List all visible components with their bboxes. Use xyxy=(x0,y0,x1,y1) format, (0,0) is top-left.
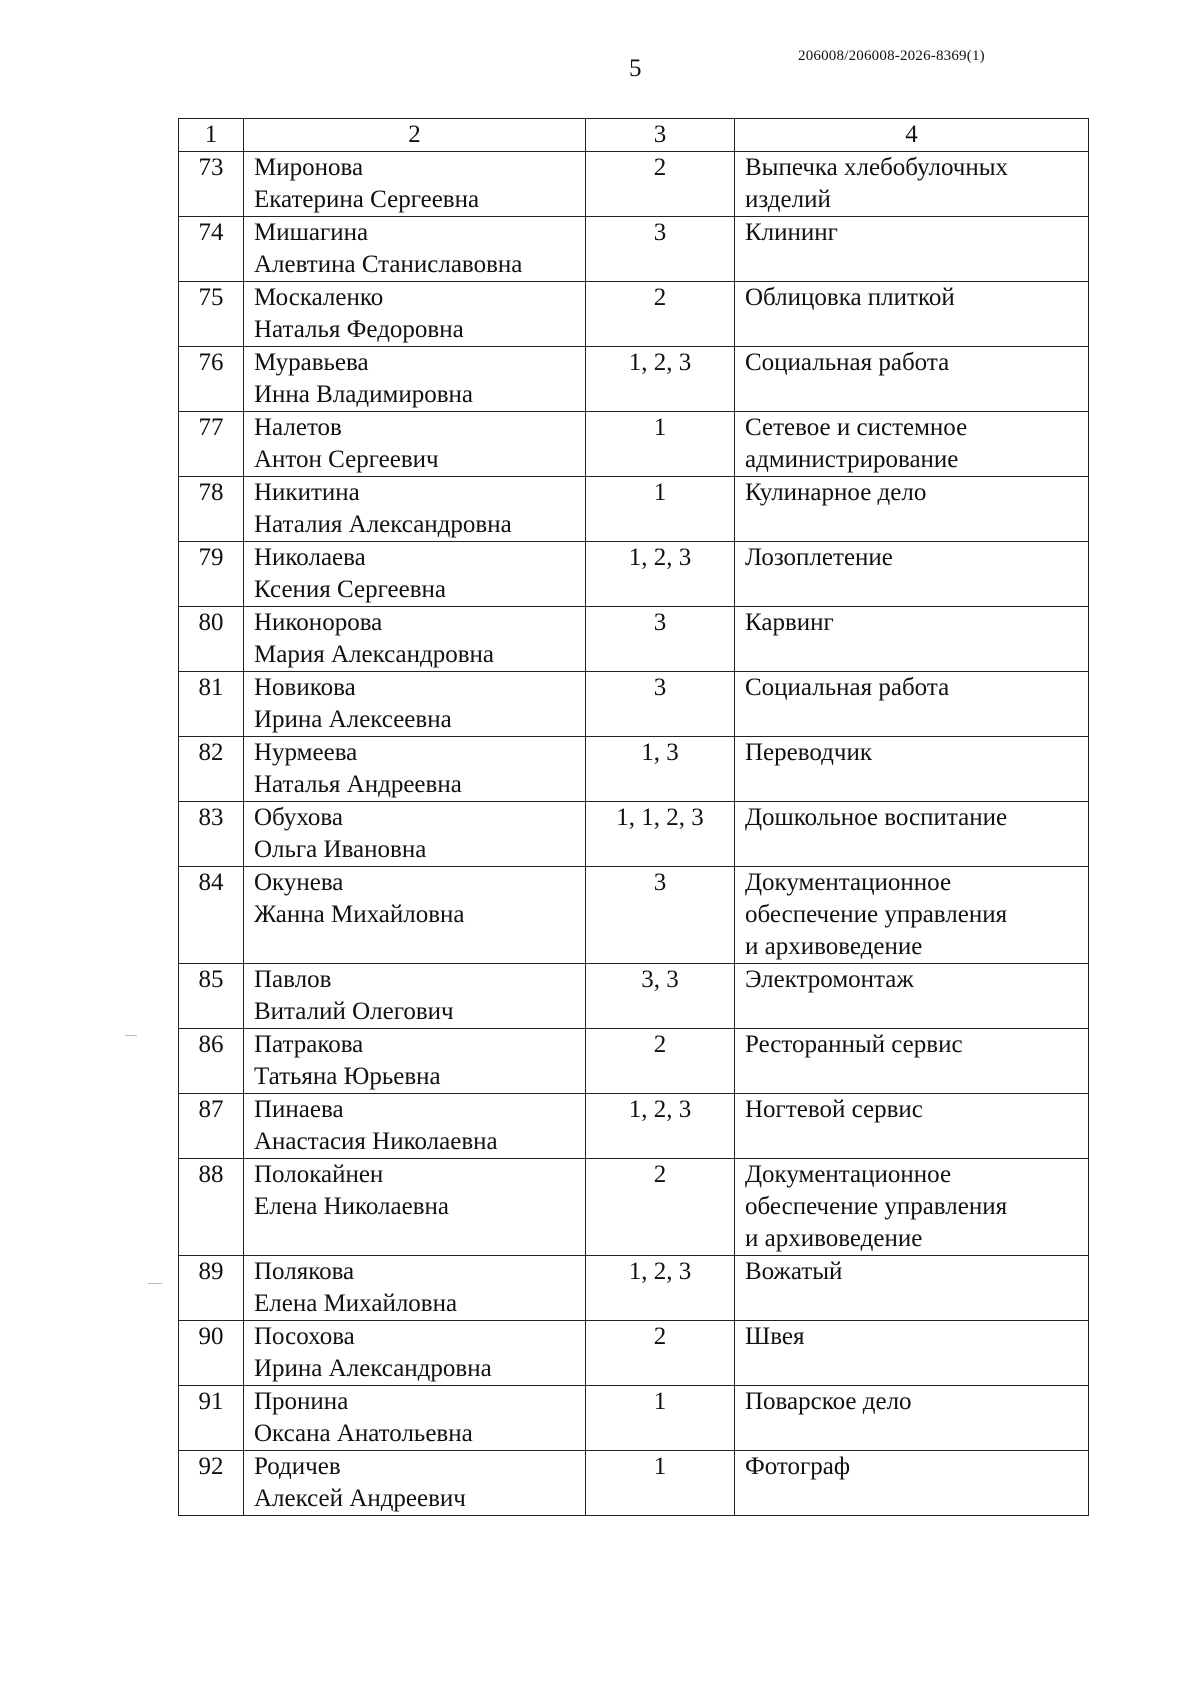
specialty-cell xyxy=(735,802,1089,867)
specialty-cell xyxy=(735,607,1089,672)
group-cell: 3 xyxy=(586,607,735,672)
full-name-line: Алевтина Станиславовна xyxy=(254,251,523,278)
group-cell: 1, 1, 2, 3 xyxy=(586,802,735,867)
specialty-line: Поварское дело xyxy=(745,1388,912,1415)
specialty-cell xyxy=(735,737,1089,802)
table-row xyxy=(179,347,1089,412)
row-number: 91 xyxy=(179,1386,244,1451)
group-cell: 1 xyxy=(586,412,735,477)
specialty-cell xyxy=(735,1451,1089,1516)
table-row xyxy=(179,607,1089,672)
group-cell: 1, 2, 3 xyxy=(586,1256,735,1321)
specialty-cell xyxy=(735,542,1089,607)
full-name-cell xyxy=(244,607,586,672)
full-name-cell xyxy=(244,542,586,607)
row-number: 75 xyxy=(179,282,244,347)
column-header: 4 xyxy=(735,119,1089,152)
specialty-cell xyxy=(735,477,1089,542)
specialty-line: Выпечка хлебобулочных xyxy=(745,154,1009,181)
full-name-line: Ольга Ивановна xyxy=(254,836,427,863)
full-name-line: Антон Сергеевич xyxy=(254,446,439,473)
full-name-cell xyxy=(244,282,586,347)
full-name-line: Екатерина Сергеевна xyxy=(254,186,480,213)
full-name-line: Муравьева xyxy=(254,349,369,376)
full-name-line: Миронова xyxy=(254,154,364,181)
table-row xyxy=(179,1256,1089,1321)
full-name-line: Павлов xyxy=(254,966,332,993)
specialty-cell xyxy=(735,1321,1089,1386)
specialty-line: администрирование xyxy=(745,446,959,473)
specialty-cell xyxy=(735,964,1089,1029)
full-name-cell xyxy=(244,152,586,217)
full-name-cell xyxy=(244,802,586,867)
page-number: 5 xyxy=(629,55,642,82)
table-row xyxy=(179,867,1089,964)
group-cell: 3 xyxy=(586,217,735,282)
group-cell: 1 xyxy=(586,1386,735,1451)
row-number: 92 xyxy=(179,1451,244,1516)
full-name-line: Мишагина xyxy=(254,219,369,246)
full-name-line: Инна Владимировна xyxy=(254,381,473,408)
full-name-line: Полокайнен xyxy=(254,1161,384,1188)
full-name-cell xyxy=(244,1256,586,1321)
table-row xyxy=(179,672,1089,737)
specialty-cell xyxy=(735,672,1089,737)
specialty-line: Клининг xyxy=(745,219,838,246)
row-number: 74 xyxy=(179,217,244,282)
table-row xyxy=(179,282,1089,347)
row-number: 80 xyxy=(179,607,244,672)
specialty-line: Вожатый xyxy=(745,1258,843,1285)
specialty-line: обеспечение управления xyxy=(745,1193,1008,1220)
row-number: 76 xyxy=(179,347,244,412)
row-number: 73 xyxy=(179,152,244,217)
full-name-line: Ксения Сергеевна xyxy=(254,576,447,603)
row-number: 81 xyxy=(179,672,244,737)
full-name-line: Никонорова xyxy=(254,609,383,636)
row-number: 84 xyxy=(179,867,244,964)
full-name-cell xyxy=(244,347,586,412)
table-row xyxy=(179,1321,1089,1386)
specialty-cell xyxy=(735,217,1089,282)
group-cell: 2 xyxy=(586,282,735,347)
specialty-line: Карвинг xyxy=(745,609,834,636)
table-row xyxy=(179,217,1089,282)
specialty-cell xyxy=(735,1029,1089,1094)
table-row xyxy=(179,542,1089,607)
row-number: 89 xyxy=(179,1256,244,1321)
full-name-line: Новикова xyxy=(254,674,356,701)
row-number: 79 xyxy=(179,542,244,607)
table-row xyxy=(179,1159,1089,1256)
specialty-line: Лозоплетение xyxy=(745,544,893,571)
full-name-cell xyxy=(244,412,586,477)
full-name-line: Наталия Александровна xyxy=(254,511,512,538)
full-name-line: Елена Николаевна xyxy=(254,1193,449,1220)
specialty-line: Дошкольное воспитание xyxy=(745,804,1008,831)
full-name-line: Наталья Федоровна xyxy=(254,316,464,343)
full-name-line: Виталий Олегович xyxy=(254,998,454,1025)
specialty-line: Электромонтаж xyxy=(745,966,914,993)
group-cell: 1, 2, 3 xyxy=(586,1094,735,1159)
group-cell: 2 xyxy=(586,152,735,217)
table-row xyxy=(179,412,1089,477)
column-header: 3 xyxy=(586,119,735,152)
specialty-cell xyxy=(735,1386,1089,1451)
specialty-line: Социальная работа xyxy=(745,674,950,701)
scan-mark xyxy=(125,1035,137,1036)
table-row xyxy=(179,737,1089,802)
specialty-line: Сетевое и системное xyxy=(745,414,968,441)
group-cell: 3, 3 xyxy=(586,964,735,1029)
specialty-cell xyxy=(735,347,1089,412)
full-name-line: Окунева xyxy=(254,869,344,896)
row-number: 90 xyxy=(179,1321,244,1386)
full-name-line: Обухова xyxy=(254,804,343,831)
specialty-line: Социальная работа xyxy=(745,349,950,376)
row-number: 82 xyxy=(179,737,244,802)
full-name-line: Никитина xyxy=(254,479,360,506)
full-name-cell xyxy=(244,1321,586,1386)
full-name-line: Жанна Михайловна xyxy=(254,901,465,928)
full-name-cell xyxy=(244,477,586,542)
scan-mark xyxy=(148,1283,162,1284)
group-cell: 3 xyxy=(586,672,735,737)
specialty-line: Кулинарное дело xyxy=(745,479,927,506)
table-row xyxy=(179,802,1089,867)
full-name-line: Татьяна Юрьевна xyxy=(254,1063,441,1090)
row-number: 86 xyxy=(179,1029,244,1094)
group-cell: 3 xyxy=(586,867,735,964)
full-name-cell xyxy=(244,1094,586,1159)
full-name-line: Ирина Александровна xyxy=(254,1355,492,1382)
table-header-row xyxy=(179,119,1089,152)
table-row xyxy=(179,1386,1089,1451)
full-name-cell xyxy=(244,217,586,282)
full-name-line: Оксана Анатольевна xyxy=(254,1420,473,1447)
specialty-line: Ресторанный сервис xyxy=(745,1031,963,1058)
participants-table xyxy=(178,118,1089,1516)
row-number: 87 xyxy=(179,1094,244,1159)
column-header: 1 xyxy=(179,119,244,152)
document-id: 206008/206008-2026-8369(1) xyxy=(798,48,985,64)
full-name-line: Москаленко xyxy=(254,284,384,311)
full-name-cell xyxy=(244,1159,586,1256)
table-row xyxy=(179,964,1089,1029)
specialty-line: Ногтевой сервис xyxy=(745,1096,923,1123)
full-name-line: Пинаева xyxy=(254,1096,344,1123)
specialty-line: Швея xyxy=(745,1323,805,1350)
full-name-line: Пронина xyxy=(254,1388,349,1415)
group-cell: 1 xyxy=(586,477,735,542)
group-cell: 2 xyxy=(586,1029,735,1094)
specialty-line: Документационное xyxy=(745,869,952,896)
specialty-line: Переводчик xyxy=(745,739,872,766)
table-row xyxy=(179,152,1089,217)
full-name-line: Мария Александровна xyxy=(254,641,494,668)
specialty-cell xyxy=(735,152,1089,217)
row-number: 85 xyxy=(179,964,244,1029)
full-name-line: Нурмеева xyxy=(254,739,358,766)
specialty-cell xyxy=(735,1159,1089,1256)
row-number: 77 xyxy=(179,412,244,477)
table-row xyxy=(179,1451,1089,1516)
specialty-line: обеспечение управления xyxy=(745,901,1008,928)
full-name-line: Николаева xyxy=(254,544,366,571)
full-name-cell xyxy=(244,672,586,737)
full-name-line: Анастасия Николаевна xyxy=(254,1128,498,1155)
specialty-line: изделий xyxy=(745,186,831,213)
full-name-line: Патракова xyxy=(254,1031,364,1058)
full-name-line: Наталья Андреевна xyxy=(254,771,462,798)
full-name-line: Родичев xyxy=(254,1453,341,1480)
full-name-line: Посохова xyxy=(254,1323,355,1350)
specialty-line: и архивоведение xyxy=(745,933,923,960)
specialty-cell xyxy=(735,1256,1089,1321)
group-cell: 1, 2, 3 xyxy=(586,347,735,412)
row-number: 83 xyxy=(179,802,244,867)
group-cell: 2 xyxy=(586,1159,735,1256)
specialty-cell xyxy=(735,412,1089,477)
specialty-cell xyxy=(735,867,1089,964)
specialty-line: и архивоведение xyxy=(745,1225,923,1252)
row-number: 78 xyxy=(179,477,244,542)
full-name-cell xyxy=(244,737,586,802)
group-cell: 2 xyxy=(586,1321,735,1386)
full-name-cell xyxy=(244,1451,586,1516)
table-row xyxy=(179,1094,1089,1159)
full-name-cell xyxy=(244,867,586,964)
row-number: 88 xyxy=(179,1159,244,1256)
table-body xyxy=(179,152,1089,1516)
specialty-line: Облицовка плиткой xyxy=(745,284,955,311)
full-name-line: Ирина Алексеевна xyxy=(254,706,452,733)
table-row xyxy=(179,477,1089,542)
full-name-line: Полякова xyxy=(254,1258,355,1285)
full-name-line: Алексей Андреевич xyxy=(254,1485,466,1512)
column-header: 2 xyxy=(244,119,586,152)
full-name-cell xyxy=(244,1386,586,1451)
full-name-cell xyxy=(244,1029,586,1094)
group-cell: 1, 3 xyxy=(586,737,735,802)
specialty-line: Документационное xyxy=(745,1161,952,1188)
full-name-line: Налетов xyxy=(254,414,342,441)
group-cell: 1, 2, 3 xyxy=(586,542,735,607)
specialty-line: Фотограф xyxy=(745,1453,851,1480)
group-cell: 1 xyxy=(586,1451,735,1516)
table-row xyxy=(179,1029,1089,1094)
full-name-line: Елена Михайловна xyxy=(254,1290,458,1317)
specialty-cell xyxy=(735,282,1089,347)
full-name-cell xyxy=(244,964,586,1029)
specialty-cell xyxy=(735,1094,1089,1159)
